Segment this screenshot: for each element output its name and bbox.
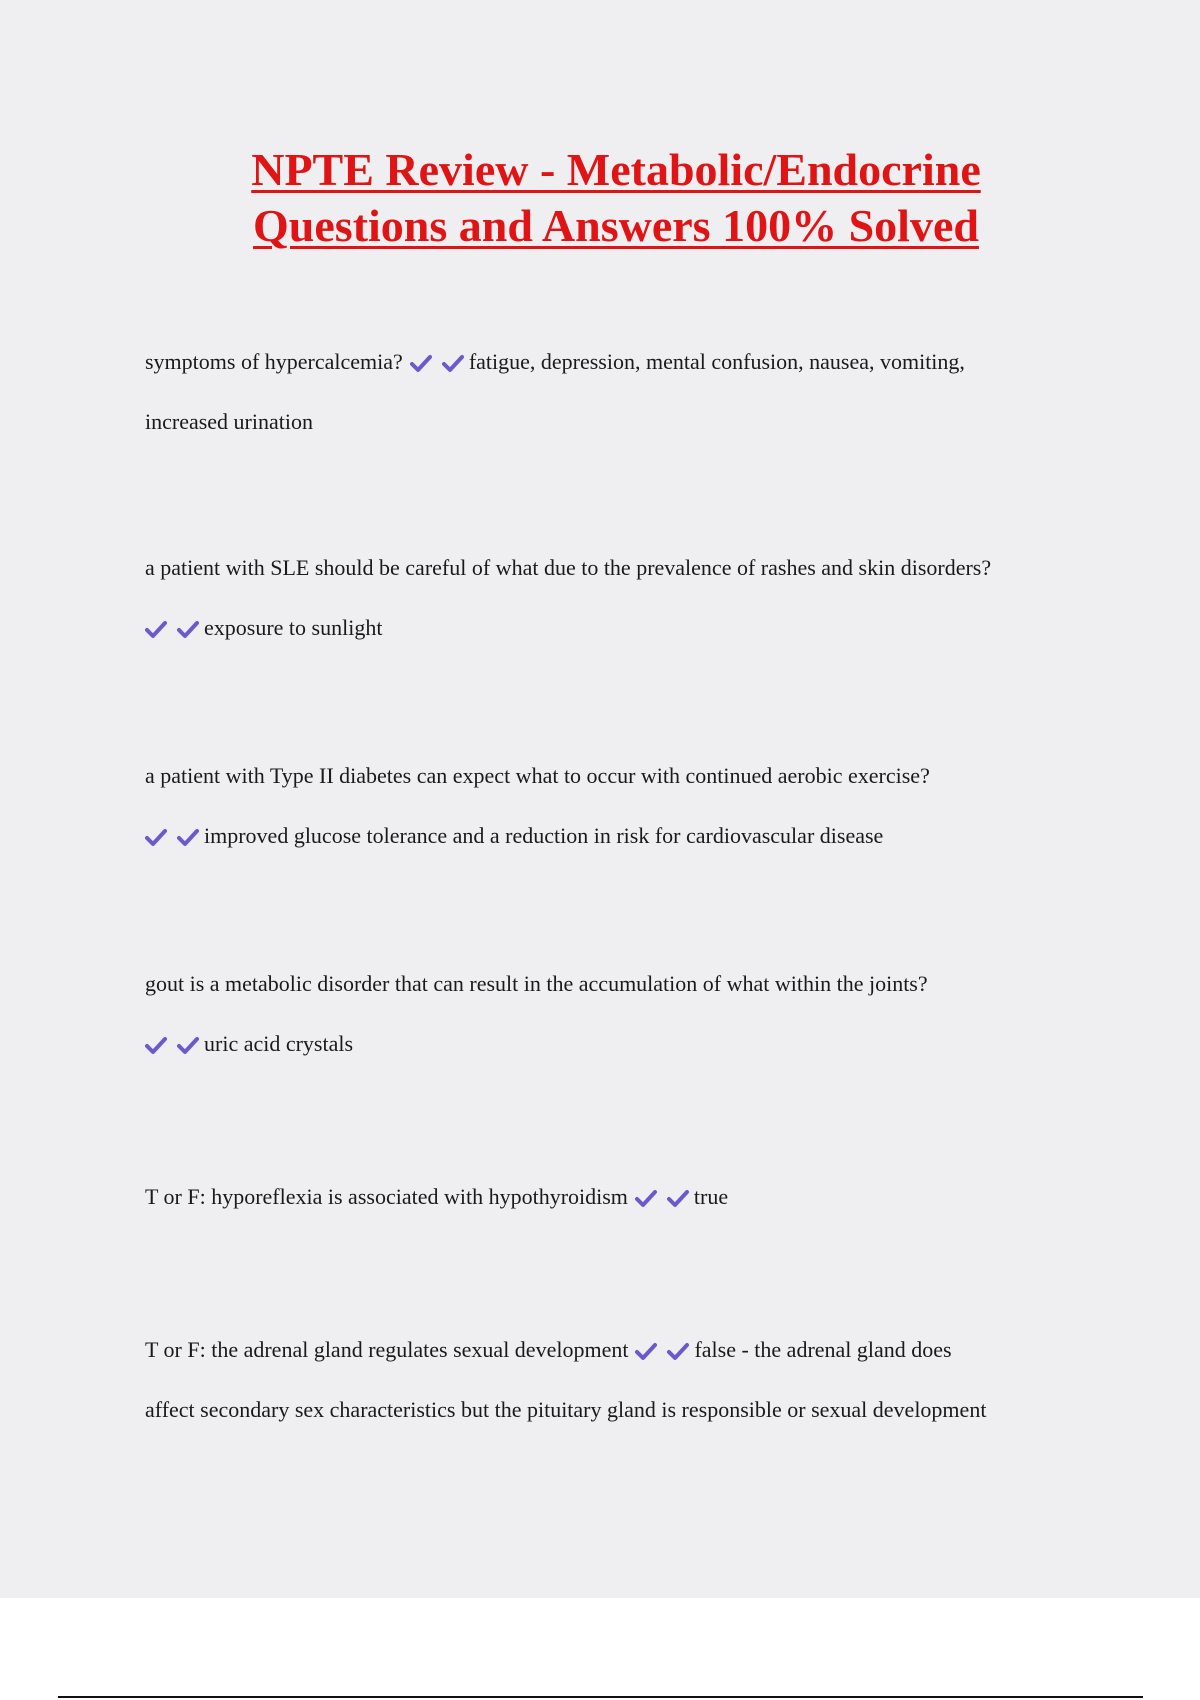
question-text: symptoms of hypercalcemia? — [145, 349, 403, 374]
answer-text: uric acid crystals — [204, 1031, 354, 1056]
question-text: a patient with SLE should be careful of what due to the prevalence of rashes and skin disorders? — [145, 555, 992, 580]
question-text: T or F: the adrenal gland regulates sexual development — [145, 1337, 629, 1362]
double-check-icon — [635, 1177, 691, 1217]
answer-text: exposure to sunlight — [204, 615, 383, 640]
qa-item-3 — [145, 756, 1085, 876]
qa-item-6 — [145, 1330, 1085, 1450]
answer-text: improved glucose tolerance and a reduction in risk for cardiovascular disease — [204, 823, 884, 848]
qa-item-4 — [145, 964, 1085, 1084]
qa-item-5 — [145, 1177, 1085, 1237]
double-check-icon — [145, 1024, 201, 1064]
question-text: gout is a metabolic disorder that can result in the accumulation of what within the joints? — [145, 971, 928, 996]
answer-text: false - the adrenal gland does — [694, 1337, 952, 1362]
double-check-icon — [410, 342, 466, 382]
question-text: T or F: hyporeflexia is associated with hypothyroidism — [145, 1184, 628, 1209]
qa-item-1 — [145, 342, 1085, 462]
answer-text: fatigue, depression, mental confusion, nausea, vomiting, — [468, 349, 965, 374]
answer-text: true — [693, 1184, 729, 1209]
question-text: a patient with Type II diabetes can expect what to occur with continued aerobic exercise? — [145, 763, 930, 788]
double-check-icon — [145, 816, 201, 856]
answer-text-continued: increased urination — [145, 409, 313, 434]
double-check-icon — [635, 1330, 691, 1370]
qa-item-2 — [145, 548, 1085, 668]
footer-divider — [58, 1696, 1143, 1698]
double-check-icon — [145, 608, 201, 648]
answer-text-continued: affect secondary sex characteristics but the pituitary gland is responsible or sexual development — [145, 1397, 987, 1422]
title-line-2: Questions and Answers 100% Solved — [253, 200, 979, 251]
title-line-1: NPTE Review - Metabolic/Endocrine — [251, 144, 981, 195]
document-title — [0, 142, 1200, 254]
